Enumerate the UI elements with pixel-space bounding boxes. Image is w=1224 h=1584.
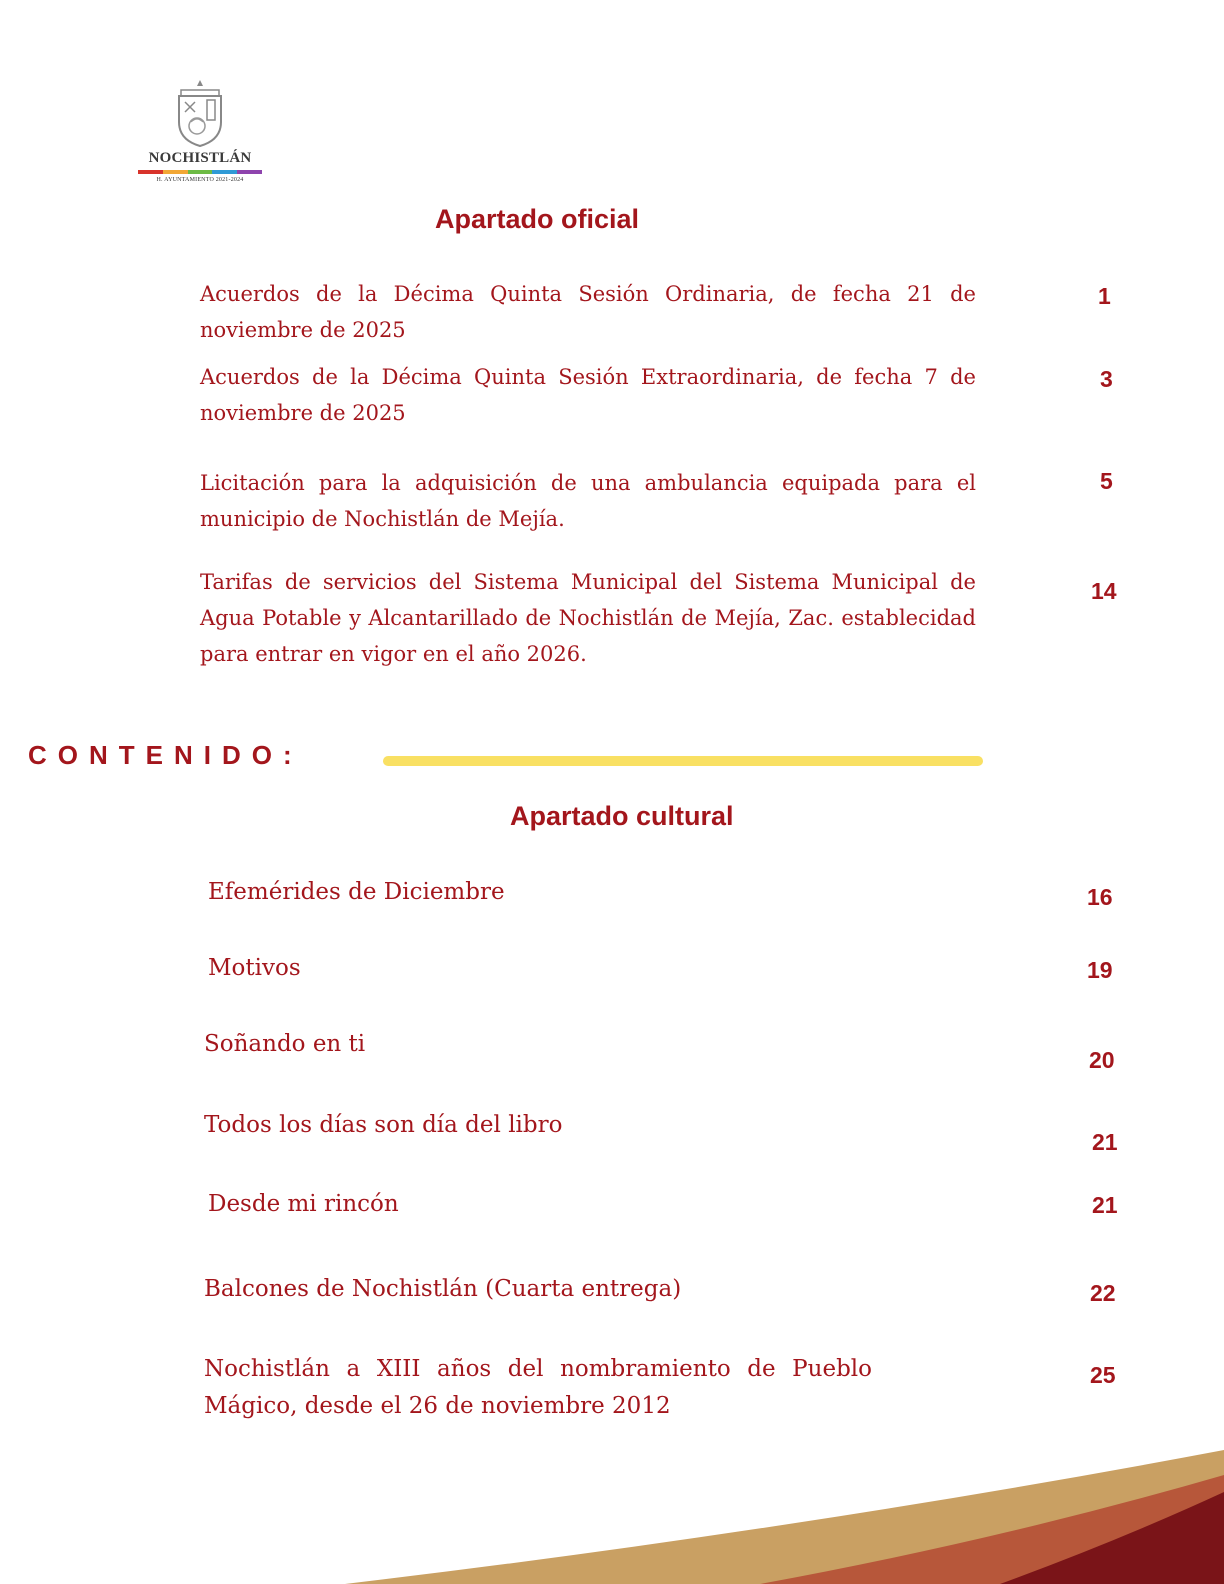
cultural-entry-4: Todos los días son día del libro [204,1112,563,1138]
cultural-entry-7: Nochistlán a XIII años del nombramiento de Pueblo Mágico, desde el 26 de noviembre 2012 [204,1356,872,1419]
official-entry-4: Tarifas de servicios del Sistema Municipal del Sistema Municipal de Agua Potable y Alcantarillado de Nochistlán de Mejía, Zac. establecidad para entrar en vigor en el año 2026. [200,570,976,666]
official-page-4: 14 [1091,578,1117,604]
cultural-section-title: Apartado cultural [510,801,734,831]
official-section-title: Apartado oficial [435,204,640,234]
official-page-3: 5 [1100,468,1113,494]
cultural-page-5: 21 [1092,1192,1118,1218]
accent-divider [383,756,983,766]
official-entry-3: Licitación para la adquisición de una ambulancia equipada para el municipio de Nochistlán de Mejía. [200,471,976,531]
decorative-wave [0,1430,1224,1584]
cultural-page-7: 25 [1090,1362,1116,1388]
cultural-entry-1: Efemérides de Diciembre [208,879,505,905]
official-page-2: 3 [1100,366,1113,392]
official-entry-2: Acuerdos de la Décima Quinta Sesión Extraordinaria, de fecha 7 de noviembre de 2025 [200,365,976,425]
cultural-entry-3: Soñando en ti [204,1031,366,1057]
contents-label: CONTENIDO: [28,740,303,770]
logo-color-stripe [138,170,262,174]
coat-of-arms-icon [173,78,227,148]
logo-subtitle: H. AYUNTAMIENTO 2021-2024 [156,177,244,183]
cultural-entry-5: Desde mi rincón [208,1191,399,1217]
logo-name: NOCHISTLÁN [148,150,252,166]
cultural-page-4: 21 [1092,1129,1118,1155]
cultural-page-1: 16 [1087,884,1113,910]
cultural-page-6: 22 [1090,1280,1116,1306]
official-page-1: 1 [1098,283,1111,309]
municipal-logo [135,78,265,188]
cultural-entry-6: Balcones de Nochistlán (Cuarta entrega) [204,1276,682,1302]
cultural-page-2: 19 [1087,957,1113,983]
cultural-entry-2: Motivos [208,955,301,981]
cultural-page-3: 20 [1089,1047,1115,1073]
official-entry-1: Acuerdos de la Décima Quinta Sesión Ordinaria, de fecha 21 de noviembre de 2025 [200,282,976,342]
